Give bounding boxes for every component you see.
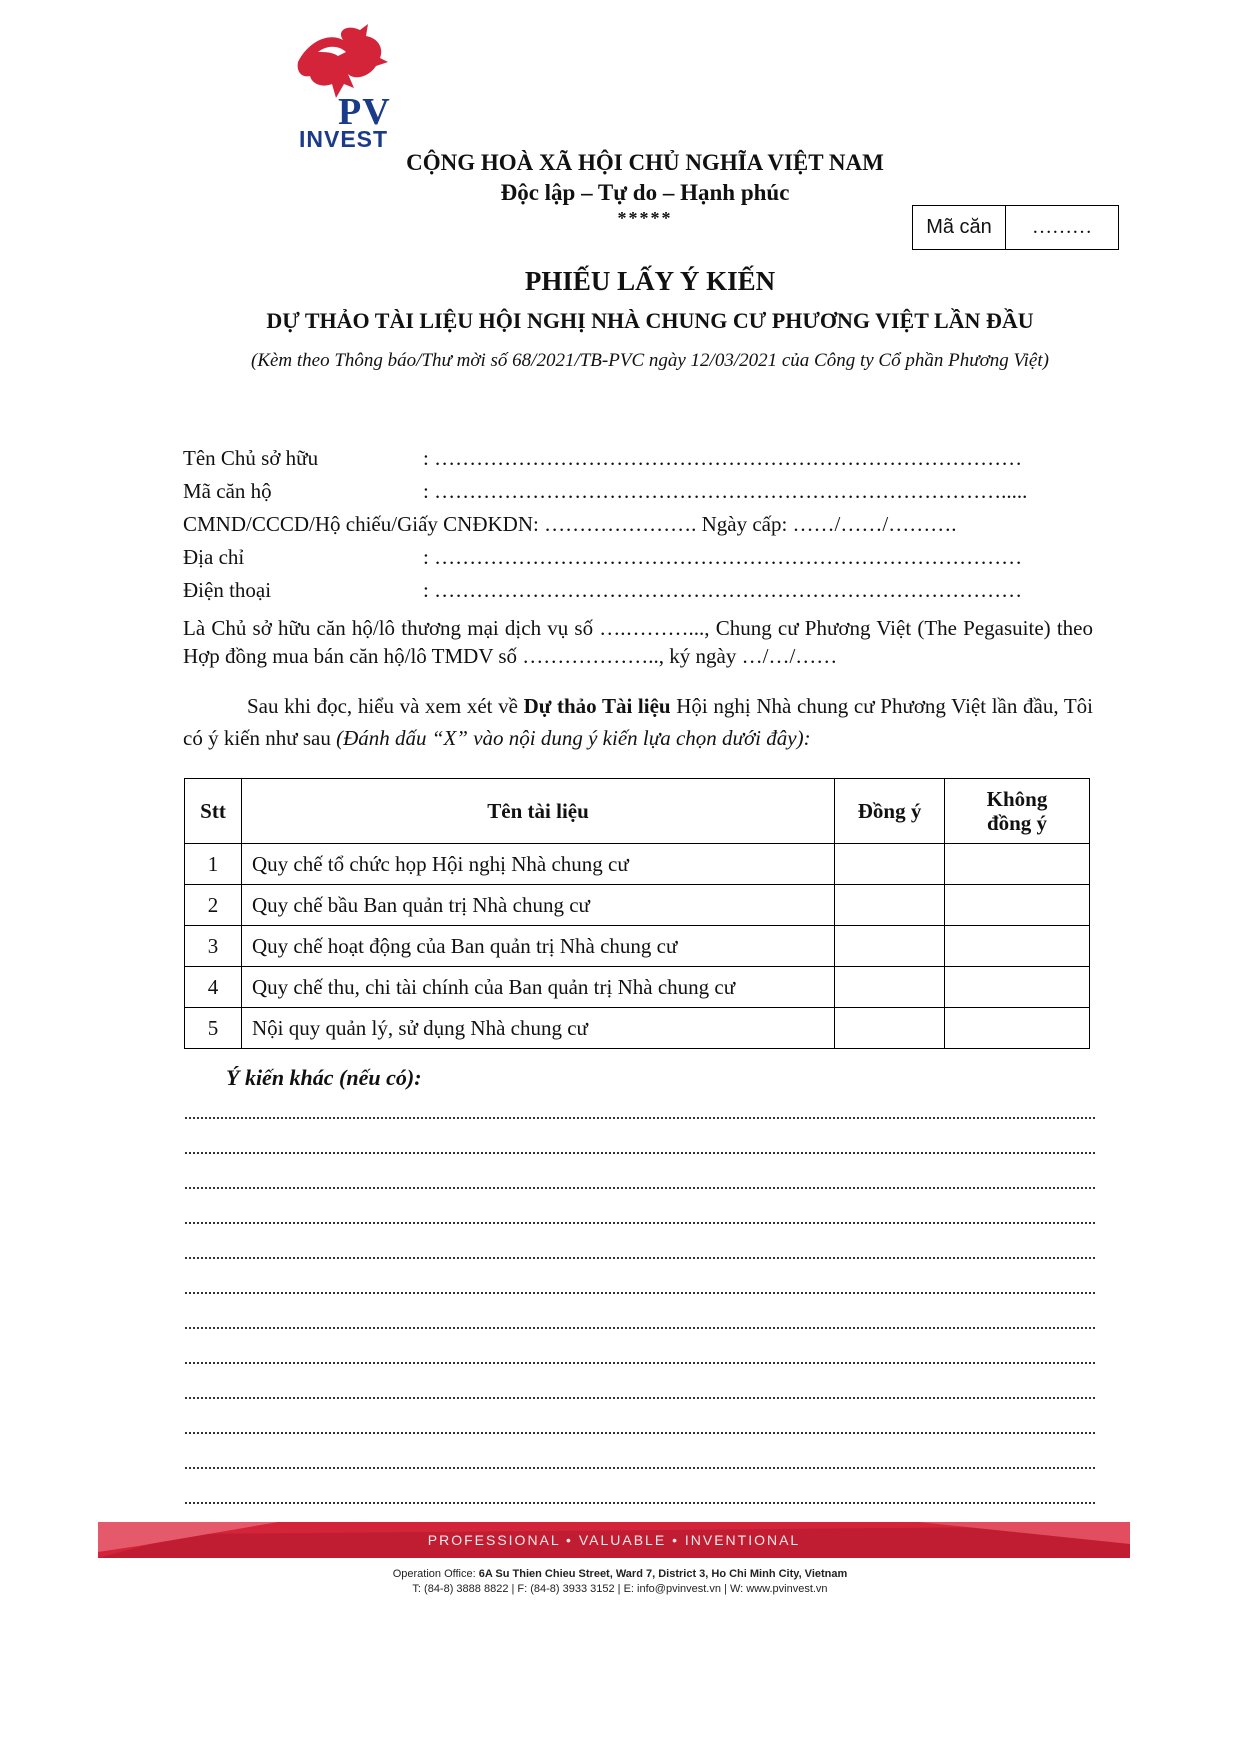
- owner-field[interactable]: [183, 446, 1022, 471]
- disagree-checkbox-cell[interactable]: [945, 967, 1090, 1008]
- phone-field[interactable]: [183, 578, 1022, 603]
- opinion-intro-part2: Hội nghị Nhà chung cư Phương Việt lần đầu, Tôi có ý kiến như sau: [183, 694, 1093, 750]
- dotted-line[interactable]: [185, 1467, 1095, 1469]
- table-row: [185, 926, 1090, 967]
- ownership-paragraph: Là Chủ sở hữu căn hộ/lô thương mại dịch vụ số ….………..., Chung cư Phương Việt (The Pegasuite) theo Hợp đồng mua bán căn hộ/lô TMDV số ……………….., ký ngày …/…/……: [183, 616, 1093, 668]
- dotted-line[interactable]: [185, 1187, 1095, 1189]
- row-document: Quy chế hoạt động của Ban quản trị Nhà chung cư: [241, 926, 834, 967]
- row-stt: 4: [185, 967, 242, 1008]
- form-subtitle: DỰ THẢO TÀI LIỆU HỘI NGHỊ NHÀ CHUNG CƯ PHƯƠNG VIỆT LẦN ĐẦU: [266, 308, 1034, 333]
- agree-checkbox-cell[interactable]: [835, 967, 945, 1008]
- disagree-checkbox-cell[interactable]: [945, 926, 1090, 967]
- opinion-intro: [183, 690, 1093, 754]
- row-document: Quy chế bầu Ban quản trị Nhà chung cư: [241, 885, 834, 926]
- table-row: [185, 1008, 1090, 1049]
- table-row: [185, 885, 1090, 926]
- phone-label: Điện thoại: [183, 578, 272, 602]
- address-label: Địa chỉ: [183, 545, 245, 569]
- unit-field[interactable]: [183, 479, 1027, 504]
- header-disagree: Không đồng ý: [945, 779, 1090, 844]
- disagree-checkbox-cell[interactable]: [945, 844, 1090, 885]
- opinion-intro-bold: Dự thảo Tài liệu: [523, 694, 671, 718]
- address-value[interactable]: : …………………………………………………………………………: [423, 545, 1023, 569]
- row-stt: 1: [185, 844, 242, 885]
- dotted-line[interactable]: [185, 1292, 1095, 1294]
- opinion-intro-italic: (Đánh dấu “X” vào nội dung ý kiến lựa chọn dưới đây):: [336, 726, 811, 750]
- office-address: 6A Su Thien Chieu Street, Ward 7, District 3, Ho Chi Minh City, Vietnam: [478, 1568, 848, 1580]
- disagree-checkbox-cell[interactable]: [945, 885, 1090, 926]
- header-stars: *****: [617, 208, 673, 228]
- ma-can-value[interactable]: ………: [1032, 216, 1092, 238]
- dotted-line[interactable]: [185, 1327, 1095, 1329]
- phone-value[interactable]: : …………………………………………………………………………: [423, 578, 1023, 602]
- ma-can-box: [912, 205, 1119, 250]
- agree-checkbox-cell[interactable]: [835, 885, 945, 926]
- unit-label: Mã căn hộ: [183, 479, 272, 503]
- header-stt: Stt: [185, 779, 242, 844]
- row-stt: 3: [185, 926, 242, 967]
- logo-brand: PV: [338, 91, 391, 133]
- disagree-checkbox-cell[interactable]: [945, 1008, 1090, 1049]
- national-motto: Độc lập – Tự do – Hạnh phúc: [500, 180, 790, 205]
- pv-invest-logo: [288, 22, 408, 152]
- row-document: Quy chế thu, chi tài chính của Ban quản trị Nhà chung cư: [241, 967, 834, 1008]
- ma-can-label: Mã căn: [913, 206, 1006, 249]
- opinion-intro-part1: Sau khi đọc, hiểu và xem xét về: [247, 694, 518, 718]
- vote-table: [184, 778, 1090, 1049]
- dotted-line[interactable]: [185, 1397, 1095, 1399]
- dotted-line[interactable]: [185, 1222, 1095, 1224]
- table-row: [185, 844, 1090, 885]
- table-header-row: [185, 779, 1090, 844]
- address-field[interactable]: [183, 545, 1022, 570]
- id-field[interactable]: CMND/CCCD/Hộ chiếu/Giấy CNĐKDN: …………………. Ngày cấp: ……/……/……….: [183, 512, 957, 536]
- owner-label: Tên Chủ sở hữu: [183, 446, 319, 470]
- dotted-line[interactable]: [185, 1502, 1095, 1504]
- footer-slogan: PROFESSIONAL • VALUABLE • INVENTIONAL: [427, 1532, 801, 1548]
- agree-checkbox-cell[interactable]: [835, 1008, 945, 1049]
- national-title: CỘNG HOÀ XÃ HỘI CHỦ NGHĨA VIỆT NAM: [406, 150, 884, 175]
- row-stt: 5: [185, 1008, 242, 1049]
- other-opinions-label: Ý kiến khác (nếu có):: [226, 1065, 422, 1090]
- row-document: Quy chế tổ chức họp Hội nghị Nhà chung cư: [241, 844, 834, 885]
- unit-value[interactable]: : ……………………………………………………………………….....: [423, 479, 1028, 503]
- row-document: Nội quy quản lý, sử dụng Nhà chung cư: [241, 1008, 834, 1049]
- row-stt: 2: [185, 885, 242, 926]
- dotted-line[interactable]: [185, 1257, 1095, 1259]
- owner-value[interactable]: : …………………………………………………………………………: [423, 446, 1023, 470]
- agree-checkbox-cell[interactable]: [835, 844, 945, 885]
- table-row: [185, 967, 1090, 1008]
- logo-name: INVEST: [299, 126, 389, 152]
- dotted-line[interactable]: [185, 1432, 1095, 1434]
- header-agree: Đồng ý: [835, 779, 945, 844]
- dotted-line[interactable]: [185, 1362, 1095, 1364]
- agree-checkbox-cell[interactable]: [835, 926, 945, 967]
- header-document: Tên tài liệu: [241, 779, 834, 844]
- office-label: Operation Office:: [392, 1568, 476, 1580]
- dotted-line[interactable]: [185, 1152, 1095, 1154]
- attachment-note: (Kèm theo Thông báo/Thư mời số 68/2021/TB-PVC ngày 12/03/2021 của Công ty Cổ phần Phương Việt): [251, 350, 1049, 371]
- footer-office: [260, 1568, 980, 1580]
- form-title: PHIẾU LẤY Ý KIẾN: [524, 266, 776, 296]
- dotted-line[interactable]: [185, 1117, 1095, 1119]
- footer-contact: T: (84-8) 3888 8822 | F: (84-8) 3933 3152 | E: info@pvinvest.vn | W: www.pvinvest.vn: [412, 1583, 828, 1595]
